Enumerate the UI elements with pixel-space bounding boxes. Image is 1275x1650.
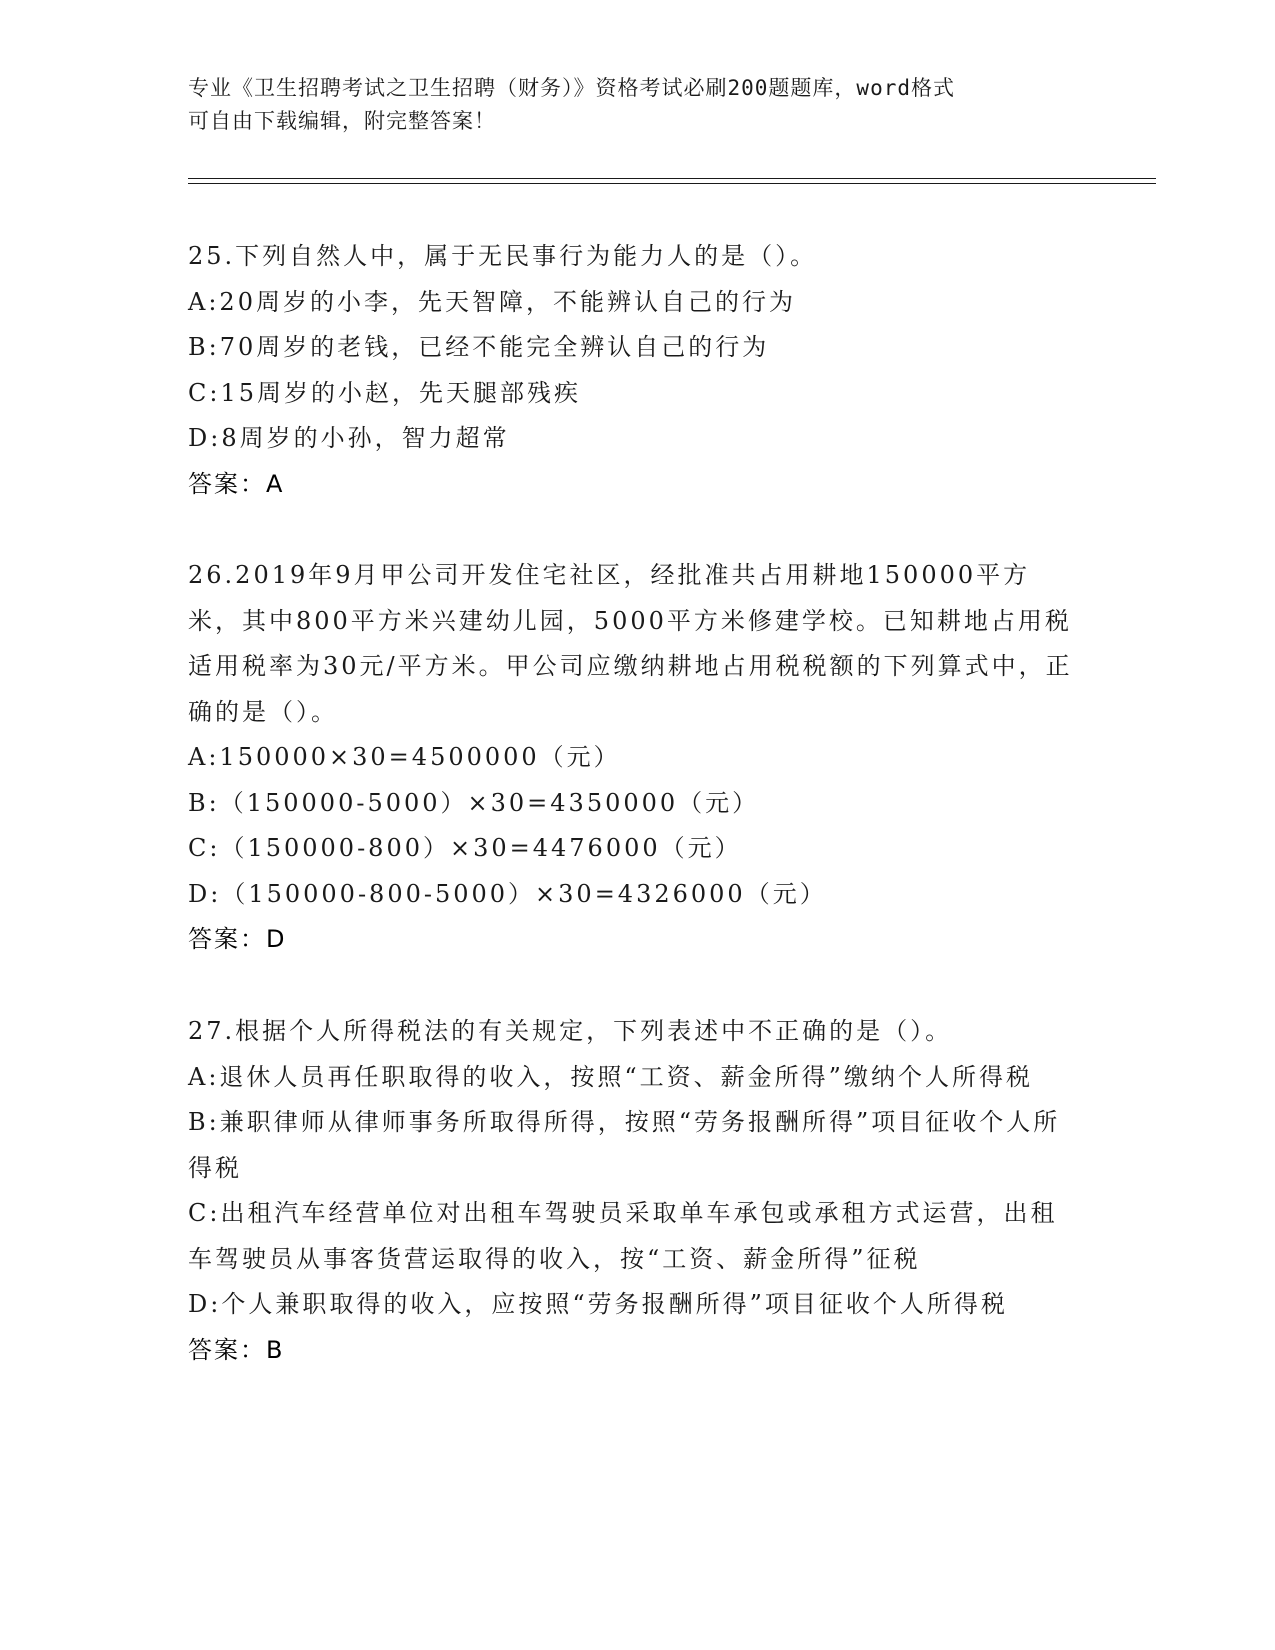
option-c: C:出租汽车经营单位对出租车驾驶员采取单车承包或承租方式运营，出租车驾驶员从事客货营运取得的收入，按“工资、薪金所得”征税 <box>188 1199 1058 1273</box>
option-d: D:个人兼职取得的收入，应按照“劳务报酬所得”项目征收个人所得税 <box>188 1290 1008 1318</box>
option-b: B:（150000-5000）×30=4350000（元） <box>188 788 760 817</box>
option-a: A:退休人员再任职取得的收入，按照“工资、薪金所得”缴纳个人所得税 <box>188 1062 1033 1091</box>
option-a: A:20周岁的小李，先天智障，不能辨认自己的行为 <box>188 287 796 316</box>
option-c: C:15周岁的小赵，先天腿部残疾 <box>188 378 581 407</box>
question-stem: 26.2019年9月甲公司开发住宅社区，经批准共占用耕地150000平方米，其中800平方米兴建幼儿园，5000平方米修建学校。已知耕地占用税适用税率为30元/平方米。甲公司应缴纳耕地占用税税额的下列算式中，正确的是（）。 <box>188 561 1073 726</box>
header-divider-bottom <box>188 183 1156 184</box>
answer-label: 答案：B <box>188 1335 285 1364</box>
question-stem: 25.下列自然人中，属于无民事行为能力人的是（）。 <box>188 242 818 270</box>
question-block <box>188 1009 1078 1373</box>
question-stem: 27.根据个人所得税法的有关规定，下列表述中不正确的是（）。 <box>188 1017 953 1045</box>
option-b: B:70周岁的老钱，已经不能完全辨认自己的行为 <box>188 333 770 361</box>
option-d: D:8周岁的小孙，智力超常 <box>188 424 510 452</box>
option-b: B:兼职律师从律师事务所取得所得，按照“劳务报酬所得”项目征收个人所得税 <box>188 1108 1061 1182</box>
document-header <box>188 72 1068 138</box>
header-line-2: 可自由下载编辑，附完整答案！ <box>188 109 496 133</box>
answer-label: 答案：A <box>188 469 285 498</box>
question-block <box>188 234 1078 507</box>
question-block <box>188 553 1078 963</box>
option-c: C:（150000-800）×30=4476000（元） <box>188 834 742 862</box>
header-line-1: 专业《卫生招聘考试之卫生招聘（财务）》资格考试必刷200题题库，word格式 <box>188 76 955 100</box>
option-d: D:（150000-800-5000）×30=4326000（元） <box>188 879 827 908</box>
header-divider-top <box>188 178 1156 179</box>
option-a: A:150000×30=4500000（元） <box>188 743 621 771</box>
answer-label: 答案：D <box>188 925 287 953</box>
